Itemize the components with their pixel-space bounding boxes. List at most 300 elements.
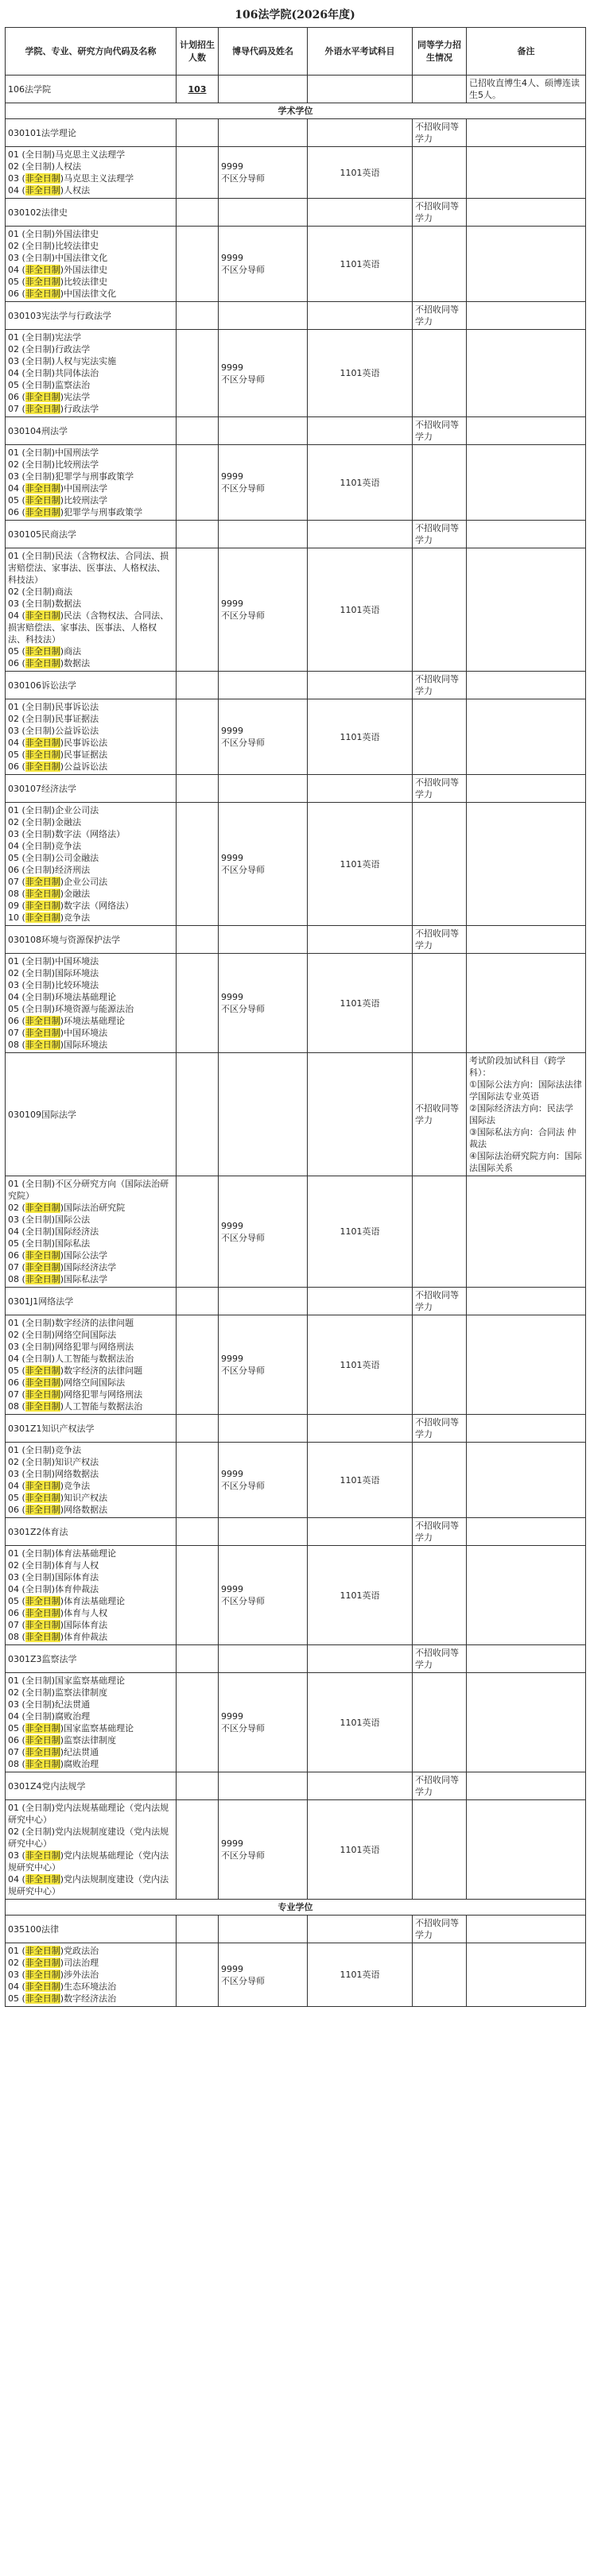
enrollment-plan-table bbox=[5, 27, 586, 2007]
direction-item bbox=[8, 1734, 173, 1746]
empty-cell bbox=[467, 1176, 586, 1288]
direction-code: 05 ( bbox=[8, 750, 25, 760]
direction-item bbox=[8, 991, 173, 1003]
part-time-highlight: 非全日制 bbox=[25, 392, 60, 402]
direction-code: 06 ( bbox=[8, 1505, 25, 1515]
direction-item bbox=[8, 725, 173, 737]
directions-row bbox=[6, 227, 586, 302]
study-mode: 全日制 bbox=[25, 1548, 52, 1559]
part-time-highlight: 非全日制 bbox=[25, 1250, 60, 1261]
direction-name: )司法治理 bbox=[60, 1958, 99, 1968]
direction-item bbox=[8, 852, 173, 864]
direction-code: 05 ( bbox=[8, 380, 25, 390]
direction-item bbox=[8, 737, 173, 749]
direction-item bbox=[8, 1015, 173, 1027]
table-header-row bbox=[6, 28, 586, 76]
direction-item bbox=[8, 1202, 173, 1214]
study-mode: 全日制 bbox=[25, 1318, 52, 1328]
empty-cell bbox=[308, 1645, 413, 1673]
empty-cell bbox=[308, 1772, 413, 1800]
direction-item bbox=[8, 172, 173, 184]
part-time-highlight: 非全日制 bbox=[25, 404, 60, 414]
empty-cell bbox=[219, 199, 308, 227]
direction-item bbox=[8, 1377, 173, 1389]
direction-item bbox=[8, 1353, 173, 1365]
major-name: 030108环境与资源保护法学 bbox=[6, 926, 177, 954]
direction-code: 04 ( bbox=[8, 1226, 25, 1237]
major-remark bbox=[467, 1415, 586, 1443]
supervisor bbox=[219, 1315, 308, 1415]
direction-code: 04 ( bbox=[8, 841, 25, 851]
direction-item bbox=[8, 1746, 173, 1758]
direction-name: )中国法律文化 bbox=[51, 253, 108, 263]
part-time-highlight: 非全日制 bbox=[25, 1747, 60, 1757]
direction-code: 03 ( bbox=[8, 1699, 25, 1710]
direction-code: 05 ( bbox=[8, 1365, 25, 1376]
language-exam: 1101英语 bbox=[308, 147, 413, 199]
study-mode: 全日制 bbox=[25, 1826, 52, 1837]
empty-cell bbox=[177, 548, 219, 672]
department-name: 106法学院 bbox=[6, 76, 177, 103]
direction-name: )竞争法 bbox=[60, 912, 91, 923]
direction-code: 03 ( bbox=[8, 726, 25, 736]
empty-cell bbox=[308, 1916, 413, 1943]
direction-item bbox=[8, 1758, 173, 1770]
empty-cell bbox=[467, 1443, 586, 1518]
part-time-highlight: 非全日制 bbox=[25, 1493, 60, 1503]
direction-code: 03 ( bbox=[8, 829, 25, 839]
equal-ability-status: 不招收同等学力 bbox=[413, 119, 467, 147]
cell-line: 不区分导师 bbox=[221, 1850, 265, 1861]
direction-item bbox=[8, 1261, 173, 1273]
direction-list bbox=[6, 1315, 177, 1415]
empty-cell bbox=[308, 119, 413, 147]
empty-cell bbox=[177, 417, 219, 445]
empty-cell bbox=[219, 521, 308, 548]
part-time-highlight: 非全日制 bbox=[25, 610, 60, 621]
direction-item bbox=[8, 1468, 173, 1480]
cell-line: 9999 bbox=[221, 1584, 243, 1594]
cell-line: 不区分导师 bbox=[221, 1232, 265, 1243]
part-time-highlight: 非全日制 bbox=[25, 1481, 60, 1491]
direction-item bbox=[8, 379, 173, 391]
direction-name: )党内法规基础理论（党内法规研究中心） bbox=[8, 1850, 169, 1873]
direction-item bbox=[8, 1456, 173, 1468]
direction-item bbox=[8, 804, 173, 816]
part-time-highlight: 非全日制 bbox=[25, 877, 60, 887]
direction-item bbox=[8, 876, 173, 888]
part-time-highlight: 非全日制 bbox=[25, 277, 60, 287]
supervisor bbox=[219, 548, 308, 672]
direction-name: )比较刑法学 bbox=[60, 495, 108, 506]
direction-item bbox=[8, 1548, 173, 1559]
major-row bbox=[6, 1288, 586, 1315]
empty-cell bbox=[308, 926, 413, 954]
part-time-highlight: 非全日制 bbox=[25, 1401, 60, 1412]
direction-name: )民事诉讼法 bbox=[60, 738, 108, 748]
equal-ability-status: 不招收同等学力 bbox=[413, 1916, 467, 1943]
cell-line: 不区分导师 bbox=[221, 1975, 265, 1986]
cell-line: 不区分导师 bbox=[221, 738, 265, 748]
language-exam: 1101英语 bbox=[308, 227, 413, 302]
direction-code: 03 ( bbox=[8, 173, 25, 184]
direction-name: )公益诉讼法 bbox=[60, 761, 108, 772]
direction-name: )党内法规基础理论（党内法规研究中心） bbox=[8, 1803, 169, 1825]
direction-name: )经济刑法 bbox=[51, 865, 91, 875]
direction-name: )犯罪学与刑事政策学 bbox=[60, 507, 143, 517]
major-remark bbox=[467, 199, 586, 227]
direction-code: 06 ( bbox=[8, 1735, 25, 1745]
cell-line: 9999 bbox=[221, 598, 243, 609]
equal-ability-status: 不招收同等学力 bbox=[413, 302, 467, 330]
section-heading-row bbox=[6, 103, 586, 119]
direction-code: 03 ( bbox=[8, 598, 25, 609]
empty-cell bbox=[219, 76, 308, 103]
direction-item bbox=[8, 1945, 173, 1957]
empty-cell bbox=[467, 147, 586, 199]
part-time-highlight: 非全日制 bbox=[25, 495, 60, 506]
major-remark bbox=[467, 1645, 586, 1673]
empty-cell bbox=[177, 1772, 219, 1800]
major-remark bbox=[467, 672, 586, 699]
direction-item bbox=[8, 264, 173, 276]
direction-item bbox=[8, 1969, 173, 1981]
direction-code: 01 ( bbox=[8, 332, 25, 343]
direction-name: )监察法律制度 bbox=[60, 1735, 117, 1745]
supervisor bbox=[219, 1176, 308, 1288]
direction-code: 06 ( bbox=[8, 761, 25, 772]
empty-cell bbox=[177, 227, 219, 302]
direction-item bbox=[8, 494, 173, 506]
header-equal-ability: 同等学力招生情况 bbox=[413, 28, 467, 76]
language-exam: 1101英语 bbox=[308, 1176, 413, 1288]
direction-item bbox=[8, 1631, 173, 1643]
direction-item bbox=[8, 912, 173, 924]
section-heading: 专业学位 bbox=[6, 1900, 586, 1916]
direction-name: )人权法 bbox=[51, 161, 82, 172]
empty-cell bbox=[219, 775, 308, 803]
header-remark: 备注 bbox=[467, 28, 586, 76]
direction-item bbox=[8, 816, 173, 828]
direction-item bbox=[8, 828, 173, 840]
direction-item bbox=[8, 1957, 173, 1969]
cell-line: 9999 bbox=[221, 992, 243, 1002]
study-mode: 全日制 bbox=[25, 980, 52, 990]
direction-code: 04 ( bbox=[8, 1981, 25, 1992]
direction-name: )网络数据法 bbox=[51, 1469, 99, 1479]
equal-ability-status: 不招收同等学力 bbox=[413, 1772, 467, 1800]
direction-item bbox=[8, 447, 173, 459]
direction-list bbox=[6, 445, 177, 521]
empty-cell bbox=[413, 1176, 467, 1288]
direction-item bbox=[8, 1504, 173, 1516]
study-mode: 全日制 bbox=[25, 447, 52, 458]
empty-cell bbox=[308, 775, 413, 803]
empty-cell bbox=[219, 1772, 308, 1800]
direction-code: 03 ( bbox=[8, 471, 25, 482]
empty-cell bbox=[177, 119, 219, 147]
empty-cell bbox=[219, 1645, 308, 1673]
department-remark: 已招收直博生4人、硕博连读生5人。 bbox=[467, 76, 586, 103]
equal-ability-status: 不招收同等学力 bbox=[413, 1645, 467, 1673]
major-name: 030109国际法学 bbox=[6, 1053, 177, 1176]
empty-cell bbox=[308, 1288, 413, 1315]
direction-code: 04 ( bbox=[8, 1481, 25, 1491]
empty-cell bbox=[177, 1288, 219, 1315]
direction-code: 03 ( bbox=[8, 1214, 25, 1225]
direction-name: )网络犯罪与网络刑法 bbox=[51, 1342, 134, 1352]
empty-cell bbox=[219, 672, 308, 699]
direction-code: 08 ( bbox=[8, 889, 25, 899]
equal-ability-status: 不招收同等学力 bbox=[413, 1288, 467, 1315]
direction-name: )国际公法学 bbox=[60, 1250, 108, 1261]
empty-cell bbox=[308, 199, 413, 227]
study-mode: 全日制 bbox=[25, 1342, 52, 1352]
part-time-highlight: 非全日制 bbox=[25, 1958, 60, 1968]
direction-item bbox=[8, 598, 173, 610]
empty-cell bbox=[413, 803, 467, 926]
direction-name: )体育与人权 bbox=[60, 1608, 108, 1618]
direction-code: 05 ( bbox=[8, 853, 25, 863]
direction-item bbox=[8, 391, 173, 403]
direction-item bbox=[8, 240, 173, 252]
direction-name: )竞争法 bbox=[60, 1481, 91, 1491]
direction-code: 01 ( bbox=[8, 1803, 25, 1813]
empty-cell bbox=[467, 445, 586, 521]
major-name: 030104刑法学 bbox=[6, 417, 177, 445]
empty-cell bbox=[177, 1546, 219, 1645]
study-mode: 全日制 bbox=[25, 459, 52, 470]
direction-item bbox=[8, 1226, 173, 1238]
directions-row bbox=[6, 330, 586, 417]
major-row bbox=[6, 672, 586, 699]
direction-item bbox=[8, 713, 173, 725]
empty-cell bbox=[413, 445, 467, 521]
study-mode: 全日制 bbox=[25, 853, 52, 863]
direction-name: )纪法贯通 bbox=[60, 1747, 99, 1757]
department-count: 103 bbox=[177, 76, 219, 103]
language-exam: 1101英语 bbox=[308, 954, 413, 1053]
part-time-highlight: 非全日制 bbox=[25, 889, 60, 899]
directions-row bbox=[6, 1800, 586, 1900]
direction-code: 10 ( bbox=[8, 912, 25, 923]
direction-code: 02 ( bbox=[8, 1958, 25, 1968]
direction-item bbox=[8, 967, 173, 979]
directions-row bbox=[6, 1546, 586, 1645]
study-mode: 全日制 bbox=[25, 865, 52, 875]
direction-item bbox=[8, 1583, 173, 1595]
study-mode: 全日制 bbox=[25, 1687, 52, 1698]
empty-cell bbox=[413, 227, 467, 302]
supervisor bbox=[219, 227, 308, 302]
header-major: 学院、专业、研究方向代码及名称 bbox=[6, 28, 177, 76]
direction-name: )腐败治理 bbox=[60, 1759, 99, 1769]
direction-name: )数据法 bbox=[60, 658, 91, 668]
major-name: 030107经济法学 bbox=[6, 775, 177, 803]
cell-line: 9999 bbox=[221, 1354, 243, 1364]
study-mode: 全日制 bbox=[25, 253, 52, 263]
direction-code: 05 ( bbox=[8, 1004, 25, 1014]
empty-cell bbox=[177, 1800, 219, 1900]
remark-line: ①国际公法方向：国际法法律学国际法专业英语 bbox=[469, 1079, 582, 1102]
cell-line: 不区分导师 bbox=[221, 1365, 265, 1376]
study-mode: 全日制 bbox=[25, 968, 52, 978]
direction-name: )行政法学 bbox=[60, 404, 99, 414]
directions-row bbox=[6, 954, 586, 1053]
direction-name: )行政法学 bbox=[51, 344, 91, 354]
direction-item bbox=[8, 1993, 173, 2005]
direction-code: 02 ( bbox=[8, 587, 25, 597]
empty-cell bbox=[177, 1673, 219, 1772]
direction-name: )共同体法治 bbox=[51, 368, 99, 378]
empty-cell bbox=[308, 1415, 413, 1443]
direction-item bbox=[8, 1249, 173, 1261]
direction-item bbox=[8, 761, 173, 773]
direction-code: 02 ( bbox=[8, 1457, 25, 1467]
major-remark bbox=[467, 1772, 586, 1800]
direction-name: )比较法律史 bbox=[51, 241, 99, 251]
empty-cell bbox=[467, 548, 586, 672]
direction-code: 02 ( bbox=[8, 714, 25, 724]
direction-name: )环境法基础理论 bbox=[60, 1016, 126, 1026]
direction-item bbox=[8, 1273, 173, 1285]
direction-item bbox=[8, 1317, 173, 1329]
empty-cell bbox=[467, 954, 586, 1053]
supervisor bbox=[219, 803, 308, 926]
empty-cell bbox=[177, 1645, 219, 1673]
study-mode: 全日制 bbox=[25, 1354, 52, 1364]
empty-cell bbox=[413, 1673, 467, 1772]
direction-item bbox=[8, 1710, 173, 1722]
empty-cell bbox=[413, 147, 467, 199]
direction-name: )商法 bbox=[51, 587, 73, 597]
empty-cell bbox=[177, 1176, 219, 1288]
direction-code: 03 ( bbox=[8, 356, 25, 366]
major-row bbox=[6, 1916, 586, 1943]
major-row bbox=[6, 1645, 586, 1673]
cell-line: 9999 bbox=[221, 161, 243, 172]
part-time-highlight: 非全日制 bbox=[25, 646, 60, 657]
direction-item bbox=[8, 228, 173, 240]
empty-cell bbox=[413, 548, 467, 672]
major-name: 030101法学理论 bbox=[6, 119, 177, 147]
direction-name: )数字经济法治 bbox=[60, 1993, 117, 2004]
supervisor bbox=[219, 1673, 308, 1772]
direction-code: 02 ( bbox=[8, 968, 25, 978]
direction-list bbox=[6, 227, 177, 302]
direction-code: 07 ( bbox=[8, 877, 25, 887]
direction-name: )网络空间国际法 bbox=[60, 1377, 126, 1388]
major-row bbox=[6, 199, 586, 227]
direction-name: )体育仲裁法 bbox=[51, 1584, 99, 1594]
supervisor bbox=[219, 954, 308, 1053]
language-exam: 1101英语 bbox=[308, 1443, 413, 1518]
direction-name: )腐败治理 bbox=[51, 1711, 91, 1722]
study-mode: 全日制 bbox=[25, 1469, 52, 1479]
direction-code: 02 ( bbox=[8, 241, 25, 251]
study-mode: 全日制 bbox=[25, 1457, 52, 1467]
study-mode: 全日制 bbox=[25, 1560, 52, 1571]
cell-line: 不区分导师 bbox=[221, 610, 265, 621]
part-time-highlight: 非全日制 bbox=[25, 1759, 60, 1769]
study-mode: 全日制 bbox=[25, 1445, 52, 1455]
empty-cell bbox=[219, 1916, 308, 1943]
part-time-highlight: 非全日制 bbox=[25, 1505, 60, 1515]
direction-name: )外国法律史 bbox=[51, 229, 99, 239]
direction-code: 04 ( bbox=[8, 1711, 25, 1722]
part-time-highlight: 非全日制 bbox=[25, 1620, 60, 1630]
direction-item bbox=[8, 1178, 173, 1202]
equal-ability-status: 不招收同等学力 bbox=[413, 417, 467, 445]
direction-code: 06 ( bbox=[8, 392, 25, 402]
direction-name: )公益诉讼法 bbox=[51, 726, 99, 736]
study-mode: 全日制 bbox=[25, 1572, 52, 1582]
direction-name: )监察法治 bbox=[51, 380, 91, 390]
equal-ability-status: 不招收同等学力 bbox=[413, 926, 467, 954]
direction-name: )国家监察基础理论 bbox=[60, 1723, 134, 1733]
remark-line: ③国际私法方向：合同法 仲裁法 bbox=[469, 1127, 576, 1149]
empty-cell bbox=[177, 699, 219, 775]
direction-code: 06 ( bbox=[8, 289, 25, 299]
empty-cell bbox=[308, 521, 413, 548]
direction-code: 01 ( bbox=[8, 1318, 25, 1328]
cell-line: 不区分导师 bbox=[221, 1481, 265, 1491]
direction-code: 08 ( bbox=[8, 1759, 25, 1769]
empty-cell bbox=[219, 417, 308, 445]
direction-item bbox=[8, 1722, 173, 1734]
major-name: 0301Z3监察法学 bbox=[6, 1645, 177, 1673]
language-exam: 1101英语 bbox=[308, 1800, 413, 1900]
study-mode: 全日制 bbox=[25, 1179, 52, 1189]
direction-item bbox=[8, 343, 173, 355]
empty-cell bbox=[219, 302, 308, 330]
major-name: 030106诉讼法学 bbox=[6, 672, 177, 699]
direction-item bbox=[8, 1389, 173, 1400]
direction-code: 01 ( bbox=[8, 1445, 25, 1455]
part-time-highlight: 非全日制 bbox=[25, 750, 60, 760]
direction-list bbox=[6, 330, 177, 417]
direction-code: 06 ( bbox=[8, 658, 25, 668]
study-mode: 全日制 bbox=[25, 829, 52, 839]
direction-list bbox=[6, 803, 177, 926]
direction-name: )外国法律史 bbox=[60, 265, 108, 275]
direction-name: )比较法律史 bbox=[60, 277, 108, 287]
direction-code: 03 ( bbox=[8, 1850, 25, 1861]
language-exam: 1101英语 bbox=[308, 1943, 413, 2007]
direction-code: 04 ( bbox=[8, 265, 25, 275]
header-language: 外语水平考试科目 bbox=[308, 28, 413, 76]
study-mode: 全日制 bbox=[25, 332, 52, 343]
study-mode: 全日制 bbox=[25, 1675, 52, 1686]
equal-ability-status: 不招收同等学力 bbox=[413, 1518, 467, 1546]
empty-cell bbox=[413, 76, 467, 103]
study-mode: 全日制 bbox=[25, 992, 52, 1002]
major-row bbox=[6, 926, 586, 954]
direction-code: 04 ( bbox=[8, 1354, 25, 1364]
study-mode: 全日制 bbox=[25, 714, 52, 724]
major-row bbox=[6, 302, 586, 330]
direction-name: )人工智能与数据法治 bbox=[51, 1354, 134, 1364]
major-remark bbox=[467, 119, 586, 147]
major-remark bbox=[467, 1518, 586, 1546]
empty-cell bbox=[177, 775, 219, 803]
equal-ability-status: 不招收同等学力 bbox=[413, 672, 467, 699]
direction-item bbox=[8, 1329, 173, 1341]
direction-name: )数字经济的法律问题 bbox=[51, 1318, 134, 1328]
part-time-highlight: 非全日制 bbox=[25, 1028, 60, 1038]
part-time-highlight: 非全日制 bbox=[25, 901, 60, 911]
study-mode: 全日制 bbox=[25, 956, 52, 966]
